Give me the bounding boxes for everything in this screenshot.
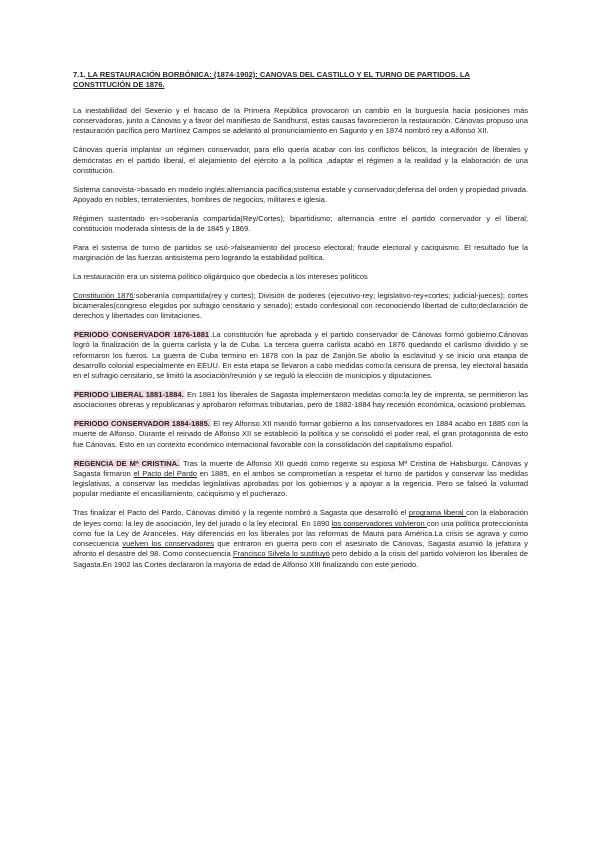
paragraph-sexenio: La inestabilidad del Sexenio y el fracaso de la Primera República provocaron un cambio en la burguesía hacia posiciones más conservadoras, junto a Cánovas y a favor del manifiesto de Sandhurst, estas causas favorecieron la restauración. Cánovas propuso una restauración pacífica pero Martínez Campos se adelantó al pronunciamiento en Sagunto y en 1874 nombró rey a Alfonso XII. [73,105,528,136]
section-title-text: LA RESTAURACIÓN BORBÓNICA: (1874-1902): CANOVAS DEL CASTILLO Y EL TURNO DE PARTIDOS. LA CONSTITUCIÓN DE 1876. [73,70,471,90]
section-title [73,70,528,91]
pacto-del-pardo-underline: el Pacto del Pardo [133,468,197,478]
constitucion-text: :soberanía compartida(rey y cortes); División de poderes (ejecutivo-rey; legislativo-rey+cortes; judicial-jueces); cortes bicamerales(congreso elegidos por sufragio censitario y senado); estado confesional con reconociendo libertad de culto;declaración de derechos y libertades con limitaciones. [73,290,528,321]
paragraph-fin-pacto-pardo [73,508,528,570]
periodo-liberal-1881-text: En 1881 los liberales de Sagasta implementaron medidas como:la ley de imprenta, se permitieron las asociaciones obreras y republicanas y aprobaron reformas tributarias, pero de 1882-1884 hay recesión económica, ocasionó problemas. [73,390,528,410]
document-body [73,70,528,579]
paragraph-regimen-sustentado: Régimen sustentado en->soberanía compartida(Rey/Cortes); bipartidismo; alternancia entre el partido conservador y el liberal; constitución moderada síntesis de la de 1845 y 1869. [73,213,528,233]
conservadores-volvieron-underline: los conservadores volvieron [331,518,427,528]
vuelven-conservadores-underline: vuelven los conservadores [122,539,214,549]
paragraph-turno-partidos: Para el sistema de turno de partidos se usó->falseamiento del proceso electoral; fraude electoral y caciquismo. El resultado fue la marginación de las fuerzas antisistema pero logrando la estabilidad política. [73,242,528,263]
silvela-underline: Francisco Silvela lo sustituyó [233,549,330,559]
highlight-periodo-conservador-1884: PERIODO CONSERVADOR 1884-1885. [74,419,210,429]
highlight-periodo-liberal-1881: PERIODO LIBERAL 1881-1884. [74,390,184,400]
paragraph-sistema-oligarquico: La restauración era un sistema político oligárquico que obedecía a los intereses políticos [73,271,368,281]
fin-pacto-text-5: pero debido a la crisis del partido volvieron los liberales de Sagasta.En 1902 las Cortes declararon la mayoría de edad de Alfonso XIII finalizando con este periodo. [73,549,528,569]
fin-pacto-text-3: con una política proteccionista como fue la Ley de Aranceles. Hay diferencias en los liberales por las reformas de Maura para América.La crisis se agrava y como consecuencia [73,518,529,549]
highlight-regencia: REGENCIA DE Mª CRISTINA. [74,458,180,468]
highlight-periodo-conservador-1876: PERIODO CONSERVADOR 1876-1881 [74,330,210,340]
paragraph-constitucion-1876 [73,291,528,322]
paragraph-regimen-conservador: Cánovas quería implantar un régimen conservador, para ello quería acabar con los conflictos bélicos, la integración de liberales y demócratas en el partido liberal, el alejamiento del ejército a la política ,adaptar el régimen a la realidad y la elaboración de una constitución. [73,145,528,175]
regencia-text-b: en 1885, en el ambos se comprometían a respetar el turno de partidos y conservar las medidas legislativas, a conservar las medidas legislativas aprobadas por los gobiernos y a apoyar a la regencia. Pero se falseó la voluntad popular mediante el encasillamiento, caciquismo y el pucherazo. [73,468,528,499]
paragraph-periodo-conservador-1876 [73,330,528,381]
paragraph-sistema-canovista: Sistema canovista->basado en modelo inglés:alternancia pacífica;sistema estable y conservador;defensa del orden y propiedad privada. Apoyado en nobles, terratenientes, hombres de negocios, militares e iglesia. [73,184,528,204]
paragraph-periodo-liberal-1881 [73,390,528,411]
periodo-conservador-1884-text: El rey Alfonso XII mandó formar gobierno a los conservadores en 1884 acabo en 1885 con la muerte de Alfonso. Durante el reinado de Alfonso XII se estableció la política y se consolidó el poder real, el gran protagonista de esto fue Cánovas. Esto en un contexto económico internacional favorable con la consolidación del capitalismo español. [73,419,528,449]
programa-liberal-underline: programa liberal [408,508,467,518]
paragraph-regencia [73,459,528,500]
fin-pacto-text-4: que entraron en guerra pero con el asesinato de Cánovas, Sagasta asumió la jefatura y afronto el desastre del 98. Como consecuencia [73,539,528,559]
constitucion-label: Constitución 1876 [73,290,134,300]
section-number: 7.1. [73,70,86,79]
regencia-text-a: Tras la muerte de Alfonso XII quedó como regente su esposa Mª Cristina de Habsburgo. Cánovas y Sagasta firmaron [73,458,528,478]
periodo-conservador-1876-text: .La constitución fue aprobada y el partido conservador de Cánovas formó gobierno.Cánovas logró la finalización de la guerra carlista y la de Cuba. La tercera guerra carlista acabó en 1876 quedando el carlismo dividido y se reformaron los fueros. La guerra de Cuba termino en 1878 con la paz de Zanjón.Se abolio la esclavitud y se inicio una etaapa de desarrollo colonial especialmente en EEUU. En esta etapa se llevaron a cabo medidas como:la censura de prensa, ley electoral basada en el sufragio censitario, se limitó la asociación/reunión y se reguló la elección de municipios y diputaciones. [73,330,528,381]
paragraph-periodo-conservador-1884 [73,419,528,450]
fin-pacto-text-2: con la elaboración de leyes como: la ley de asociación, ley del jurado o la ley electoral. En 1890 [73,508,528,528]
fin-pacto-text-1: Tras finalizar el Pacto del Pardo, Cánovas dimitió y la regente nombró a Sagasta que desarrolló el [73,508,409,518]
